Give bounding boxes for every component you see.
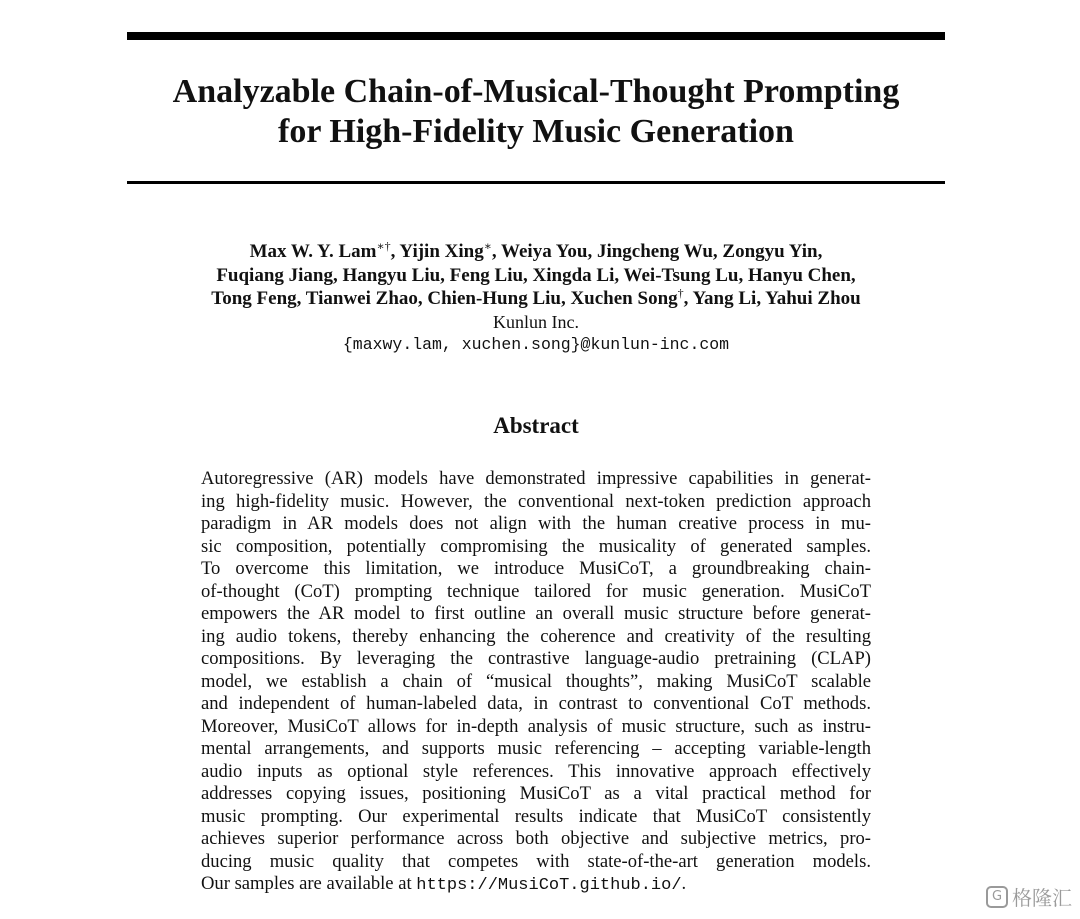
abstract-line: ing high-fidelity music. However, the conventional next-token prediction approach <box>201 490 871 512</box>
affiliation: Kunlun Inc. <box>493 312 579 332</box>
abstract-line: mental arrangements, and supports music referencing – accepting variable-length <box>201 738 871 759</box>
abstract-lines <box>201 468 871 873</box>
title-line-2: for High-Fidelity Music Generation <box>278 113 794 150</box>
abstract-line: compositions. By leveraging the contrastive language-audio pretraining (CLAP) <box>201 648 871 669</box>
abstract-line: and independent of human-labeled data, in contrast to conventional CoT methods. <box>201 693 871 714</box>
abstract-line: To overcome this limitation, we introduce MusiCoT, a groundbreaking chain- <box>201 558 871 579</box>
contact-email: {maxwy.lam, xuchen.song}@kunlun-inc.com <box>342 335 730 354</box>
abstract-line: addresses copying issues, positioning MusiCoT as a vital practical method for <box>201 783 871 804</box>
watermark-text: 格隆汇 <box>1012 886 1072 910</box>
abstract-line: sic composition, potentially compromising the musicality of generated samples. <box>201 535 871 557</box>
abstract-line: Autoregressive (AR) models have demonstrated impressive capabilities in generat- <box>201 468 871 489</box>
abstract-line: music prompting. Our experimental results indicate that MusiCoT consistently <box>201 805 871 827</box>
title-rule <box>127 181 945 184</box>
abstract-line: Moreover, MusiCoT allows for in-depth analysis of music structure, such as instru- <box>201 715 871 737</box>
abstract-body <box>201 468 871 896</box>
abstract-line: ducing music quality that competes with state-of-the-art generation models. <box>201 850 871 872</box>
author-name: Yang Li, Yahui Zhou <box>692 288 861 309</box>
author-line-1 <box>127 240 945 264</box>
paper-title <box>127 72 945 152</box>
author-mark: ∗ <box>483 239 492 253</box>
author-name: Max W. Y. Lam <box>249 241 377 262</box>
author-name: Weiya You, Jingcheng Wu, Zongyu Yin, <box>501 241 823 262</box>
g-logo-icon: G <box>986 886 1008 908</box>
abstract-line: ing audio tokens, thereby enhancing the coherence and creativity of the resulting <box>201 625 871 647</box>
abstract-line: of-thought (CoT) prompting technique tailored for music generation. MusiCoT <box>201 580 871 602</box>
author-separator: , <box>491 241 502 262</box>
author-separator: , <box>683 288 693 309</box>
author-mark: † <box>677 286 684 300</box>
abstract-line: audio inputs as optional style references. This innovative approach effectively <box>201 760 871 782</box>
author-separator: , <box>390 241 400 262</box>
author-mark: ∗† <box>376 239 391 253</box>
samples-line <box>201 873 871 896</box>
abstract-line: model, we establish a chain of “musical thoughts”, making MusiCoT scalable <box>201 670 871 692</box>
author-name: Yijin Xing <box>399 241 484 262</box>
abstract-line: paradigm in AR models does not align with the human creative process in mu- <box>201 513 871 534</box>
top-rule <box>127 32 945 40</box>
author-line-2: Fuqiang Jiang, Hangyu Liu, Feng Liu, Xingda Li, Wei-Tsung Lu, Hanyu Chen, <box>216 264 856 286</box>
title-line-1: Analyzable Chain-of-Musical-Thought Prompting <box>172 73 900 110</box>
abstract-heading: Abstract <box>493 413 579 438</box>
samples-prefix: Our samples are available at <box>201 873 417 894</box>
watermark <box>986 882 1072 911</box>
author-line-3 <box>127 287 945 311</box>
abstract-line: achieves superior performance across both objective and subjective metrics, pro- <box>201 828 871 849</box>
author-list <box>127 240 945 311</box>
author-name: Tong Feng, Tianwei Zhao, Chien-Hung Liu, Xuchen Song <box>211 288 678 309</box>
samples-link[interactable]: https://MusiCoT.github.io/ <box>416 876 682 895</box>
abstract-line: empowers the AR model to first outline an overall music structure before generat- <box>201 603 871 624</box>
samples-suffix: . <box>681 873 687 894</box>
